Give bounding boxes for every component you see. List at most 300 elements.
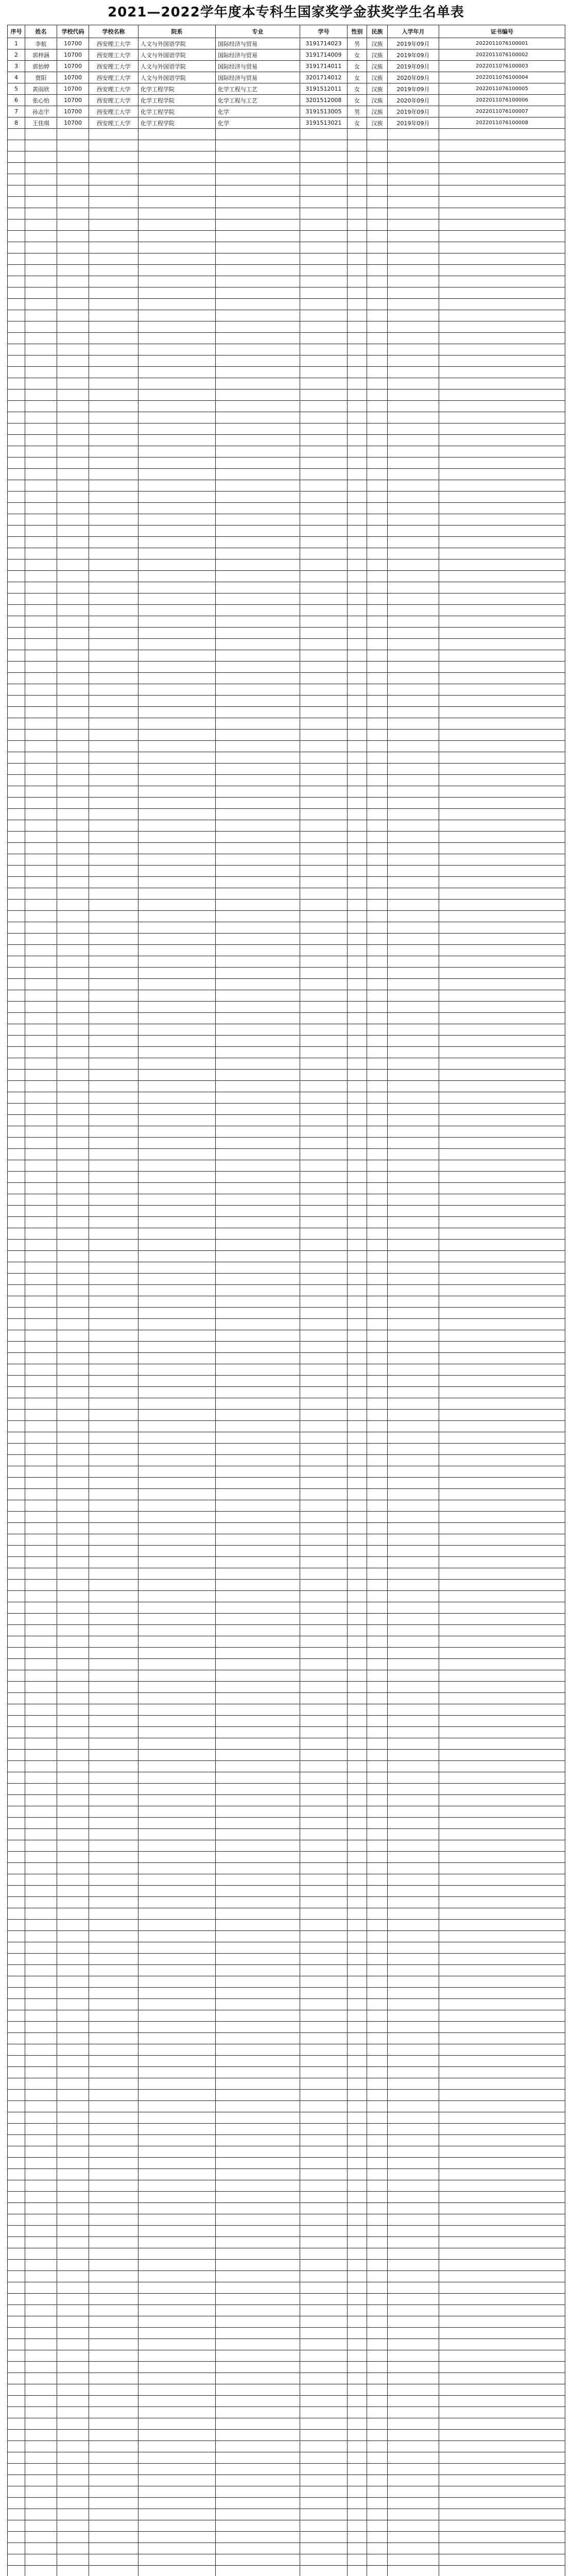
- cell-name: [25, 1874, 57, 1886]
- cell-name: [25, 798, 57, 809]
- cell-name: [25, 1897, 57, 1908]
- cell-school-name: [89, 1863, 138, 1874]
- cell-index: [8, 1546, 25, 1557]
- cell-gender: [348, 435, 367, 446]
- cell-gender: [348, 1149, 367, 1160]
- cell-ethnicity: [367, 1942, 388, 1954]
- cell-enroll-date: [388, 1104, 439, 1115]
- cell-index: [8, 2033, 25, 2044]
- cell-major: [216, 2532, 300, 2543]
- cell-major: [216, 1081, 300, 1092]
- cell-enroll-date: [388, 1704, 439, 1716]
- table-row: [8, 2339, 565, 2350]
- cell-major: [216, 2486, 300, 2498]
- cell-certificate-id: [439, 1058, 565, 1070]
- cell-enroll-date: [388, 2294, 439, 2305]
- table-row: [8, 1920, 565, 1931]
- cell-enroll-date: [388, 1534, 439, 1546]
- table-row: [8, 2418, 565, 2430]
- cell-certificate-id: [439, 1999, 565, 2010]
- cell-school-code: [57, 866, 89, 877]
- cell-gender: [348, 1217, 367, 1228]
- cell-school-code: [57, 616, 89, 628]
- cell-gender: [348, 650, 367, 662]
- cell-school-code: [57, 1240, 89, 1251]
- cell-student-id: [300, 1206, 348, 1217]
- cell-index: [8, 242, 25, 253]
- cell-name: [25, 1784, 57, 1795]
- cell-index: [8, 1455, 25, 1466]
- cell-name: [25, 2282, 57, 2294]
- table-row: [8, 2554, 565, 2566]
- cell-index: [8, 2396, 25, 2407]
- cell-name: [25, 446, 57, 457]
- cell-certificate-id: [439, 968, 565, 979]
- table-row: [8, 1376, 565, 1387]
- cell-index: [8, 1557, 25, 1568]
- cell-enroll-date: [388, 877, 439, 888]
- cell-gender: [348, 2090, 367, 2101]
- cell-major: [216, 151, 300, 163]
- table-row: [8, 1421, 565, 1432]
- cell-certificate-id: [439, 2532, 565, 2543]
- cell-student-id: [300, 2044, 348, 2056]
- cell-school-code: [57, 1908, 89, 1920]
- table-row: [8, 61, 565, 72]
- cell-school-code: [57, 2067, 89, 2078]
- cell-school-code: [57, 650, 89, 662]
- cell-ethnicity: [367, 1568, 388, 1580]
- cell-major: [216, 1319, 300, 1330]
- cell-ethnicity: [367, 287, 388, 299]
- page-title: 2021—2022学年度本专科生国家奖学金获奖学生名单表: [108, 5, 464, 20]
- cell-name: [25, 2452, 57, 2464]
- cell-major: [216, 1886, 300, 1897]
- col-header-school-code: 学校代码: [57, 25, 89, 38]
- cell-major: [216, 1092, 300, 1104]
- cell-ethnicity: [367, 219, 388, 231]
- cell-name: [25, 2112, 57, 2124]
- cell-major: [216, 197, 300, 208]
- cell-enroll-date: [388, 1557, 439, 1568]
- cell-department: [138, 1500, 216, 1512]
- cell-name: [25, 492, 57, 503]
- cell-enroll-date: [388, 2090, 439, 2101]
- cell-school-code: 10700: [57, 83, 89, 95]
- table-row: [8, 412, 565, 423]
- cell-student-id: [300, 344, 348, 355]
- cell-certificate-id: [439, 1920, 565, 1931]
- cell-enroll-date: [388, 1138, 439, 1149]
- cell-name: [25, 1149, 57, 1160]
- cell-student-id: [300, 1398, 348, 1410]
- cell-department: [138, 1047, 216, 1058]
- cell-department: [138, 2033, 216, 2044]
- cell-gender: [348, 1138, 367, 1149]
- cell-enroll-date: [388, 1206, 439, 1217]
- cell-certificate-id: [439, 2305, 565, 2316]
- cell-school-code: [57, 1228, 89, 1240]
- table-row: [8, 684, 565, 696]
- cell-major: [216, 1500, 300, 1512]
- cell-ethnicity: [367, 1897, 388, 1908]
- cell-school-name: [89, 1942, 138, 1954]
- cell-school-name: [89, 469, 138, 480]
- col-header-name: 姓名: [25, 25, 57, 38]
- table-row: [8, 752, 565, 764]
- cell-gender: [348, 151, 367, 163]
- cell-school-code: [57, 2124, 89, 2135]
- table-row: [8, 1489, 565, 1500]
- cell-certificate-id: [439, 1500, 565, 1512]
- cell-school-name: [89, 888, 138, 900]
- table-row: [8, 548, 565, 560]
- cell-school-name: [89, 1761, 138, 1772]
- cell-major: [216, 2373, 300, 2384]
- cell-index: [8, 2010, 25, 2022]
- cell-name: [25, 2554, 57, 2566]
- cell-student-id: [300, 412, 348, 423]
- cell-ethnicity: [367, 435, 388, 446]
- cell-enroll-date: 2019年09月: [388, 38, 439, 49]
- cell-school-code: [57, 1342, 89, 1353]
- cell-department: [138, 140, 216, 151]
- table-row: [8, 1976, 565, 1988]
- cell-name: [25, 2498, 57, 2509]
- cell-department: [138, 1920, 216, 1931]
- cell-gender: [348, 1999, 367, 2010]
- col-header-enroll-date: 入学年月: [388, 25, 439, 38]
- table-row: [8, 1852, 565, 1863]
- cell-department: [138, 2010, 216, 2022]
- cell-major: [216, 1874, 300, 1886]
- cell-school-code: [57, 1863, 89, 1874]
- cell-school-code: [57, 2294, 89, 2305]
- cell-gender: [348, 2418, 367, 2430]
- cell-student-id: [300, 560, 348, 571]
- cell-ethnicity: [367, 1840, 388, 1852]
- cell-ethnicity: [367, 1183, 388, 1194]
- cell-major: [216, 1376, 300, 1387]
- cell-student-id: [300, 718, 348, 730]
- cell-school-name: [89, 1806, 138, 1818]
- cell-gender: [348, 1092, 367, 1104]
- cell-student-id: [300, 1047, 348, 1058]
- cell-index: [8, 582, 25, 594]
- cell-certificate-id: [439, 1410, 565, 1421]
- cell-school-code: [57, 968, 89, 979]
- cell-student-id: [300, 253, 348, 265]
- cell-student-id: [300, 956, 348, 968]
- cell-major: [216, 1602, 300, 1614]
- cell-name: [25, 1999, 57, 2010]
- cell-index: [8, 2146, 25, 2158]
- cell-name: [25, 1546, 57, 1557]
- cell-enroll-date: [388, 1931, 439, 1942]
- cell-student-id: [300, 922, 348, 934]
- cell-name: [25, 1942, 57, 1954]
- cell-name: [25, 2396, 57, 2407]
- cell-school-name: [89, 843, 138, 854]
- table-row: [8, 741, 565, 752]
- cell-major: [216, 673, 300, 684]
- cell-student-id: [300, 1353, 348, 1364]
- cell-certificate-id: [439, 2124, 565, 2135]
- cell-department: [138, 639, 216, 650]
- cell-student-id: [300, 2226, 348, 2237]
- table-row: [8, 140, 565, 151]
- cell-enroll-date: [388, 1466, 439, 1478]
- cell-ethnicity: [367, 2362, 388, 2373]
- cell-school-name: [89, 299, 138, 310]
- cell-gender: [348, 684, 367, 696]
- cell-enroll-date: 2019年09月: [388, 83, 439, 95]
- table-row: [8, 934, 565, 945]
- cell-certificate-id: [439, 1727, 565, 1738]
- award-table-container: [7, 25, 565, 2576]
- cell-student-id: [300, 1013, 348, 1024]
- cell-ethnicity: [367, 1058, 388, 1070]
- cell-school-name: [89, 1965, 138, 1976]
- cell-major: [216, 571, 300, 582]
- cell-ethnicity: [367, 616, 388, 628]
- cell-school-code: [57, 1194, 89, 1206]
- cell-enroll-date: [388, 922, 439, 934]
- cell-gender: [348, 956, 367, 968]
- cell-enroll-date: [388, 2169, 439, 2180]
- cell-school-name: [89, 548, 138, 560]
- cell-ethnicity: [367, 1670, 388, 1682]
- cell-school-name: [89, 1104, 138, 1115]
- cell-enroll-date: [388, 934, 439, 945]
- cell-gender: 女: [348, 117, 367, 129]
- cell-enroll-date: [388, 526, 439, 537]
- cell-name: 贾阳: [25, 72, 57, 83]
- table-row: [8, 594, 565, 605]
- cell-school-code: [57, 2044, 89, 2056]
- cell-name: [25, 1104, 57, 1115]
- cell-gender: 男: [348, 106, 367, 117]
- cell-enroll-date: [388, 129, 439, 140]
- cell-ethnicity: [367, 1194, 388, 1206]
- cell-gender: [348, 1364, 367, 1376]
- cell-school-code: [57, 401, 89, 412]
- cell-index: [8, 1104, 25, 1115]
- cell-enroll-date: [388, 242, 439, 253]
- cell-school-name: [89, 2282, 138, 2294]
- table-row: [8, 1138, 565, 1149]
- cell-major: [216, 2146, 300, 2158]
- cell-name: [25, 560, 57, 571]
- cell-enroll-date: [388, 208, 439, 219]
- table-row: [8, 2475, 565, 2486]
- cell-department: [138, 1988, 216, 1999]
- cell-gender: [348, 673, 367, 684]
- cell-major: [216, 1670, 300, 1682]
- cell-department: [138, 321, 216, 333]
- cell-major: [216, 832, 300, 843]
- cell-enroll-date: [388, 2192, 439, 2203]
- cell-department: 化学工程学院: [138, 106, 216, 117]
- table-row: [8, 2294, 565, 2305]
- cell-ethnicity: [367, 1387, 388, 1398]
- cell-school-name: [89, 1330, 138, 1342]
- cell-major: [216, 1308, 300, 1319]
- cell-school-code: [57, 1296, 89, 1308]
- cell-department: [138, 2158, 216, 2169]
- cell-enroll-date: [388, 1489, 439, 1500]
- cell-school-code: [57, 2464, 89, 2475]
- cell-major: [216, 866, 300, 877]
- cell-ethnicity: [367, 1738, 388, 1750]
- cell-student-id: [300, 741, 348, 752]
- cell-student-id: [300, 900, 348, 911]
- cell-certificate-id: [439, 1104, 565, 1115]
- cell-school-code: [57, 2509, 89, 2520]
- cell-department: [138, 548, 216, 560]
- cell-certificate-id: [439, 1489, 565, 1500]
- table-row: [8, 1568, 565, 1580]
- cell-enroll-date: [388, 219, 439, 231]
- cell-school-name: [89, 922, 138, 934]
- table-row: [8, 1580, 565, 1591]
- cell-student-id: [300, 1750, 348, 1761]
- cell-index: [8, 2248, 25, 2260]
- cell-school-code: [57, 1829, 89, 1840]
- table-row: [8, 514, 565, 526]
- cell-name: [25, 231, 57, 242]
- cell-index: [8, 253, 25, 265]
- cell-name: [25, 2350, 57, 2362]
- cell-gender: [348, 934, 367, 945]
- cell-school-code: [57, 1081, 89, 1092]
- cell-certificate-id: [439, 1761, 565, 1772]
- cell-name: [25, 1512, 57, 1523]
- cell-school-name: [89, 1024, 138, 1036]
- table-row: [8, 956, 565, 968]
- cell-school-code: [57, 423, 89, 435]
- cell-index: [8, 2022, 25, 2033]
- cell-gender: [348, 548, 367, 560]
- cell-gender: [348, 1206, 367, 1217]
- cell-major: [216, 2226, 300, 2237]
- table-row: [8, 1693, 565, 1704]
- table-row: [8, 1546, 565, 1557]
- cell-school-code: [57, 412, 89, 423]
- cell-index: [8, 2464, 25, 2475]
- cell-gender: [348, 2260, 367, 2271]
- cell-school-name: [89, 1251, 138, 1262]
- cell-index: [8, 333, 25, 344]
- cell-certificate-id: [439, 1648, 565, 1659]
- cell-certificate-id: [439, 1251, 565, 1262]
- cell-gender: [348, 1670, 367, 1682]
- cell-major: [216, 2384, 300, 2396]
- cell-student-id: [300, 1931, 348, 1942]
- cell-certificate-id: [439, 1466, 565, 1478]
- table-row: [8, 106, 565, 117]
- cell-department: [138, 854, 216, 866]
- cell-school-code: [57, 2135, 89, 2146]
- cell-index: [8, 684, 25, 696]
- cell-department: [138, 1330, 216, 1342]
- cell-student-id: [300, 1829, 348, 1840]
- table-row: [8, 310, 565, 321]
- cell-enroll-date: [388, 185, 439, 197]
- table-row: [8, 1670, 565, 1682]
- cell-student-id: [300, 1432, 348, 1444]
- cell-major: [216, 2180, 300, 2192]
- cell-name: [25, 423, 57, 435]
- cell-school-name: [89, 412, 138, 423]
- cell-department: 人文与外国语学院: [138, 72, 216, 83]
- cell-certificate-id: [439, 2441, 565, 2452]
- cell-name: [25, 1636, 57, 1648]
- table-row: [8, 1602, 565, 1614]
- cell-school-name: [89, 355, 138, 367]
- cell-department: [138, 1704, 216, 1716]
- cell-index: [8, 922, 25, 934]
- cell-school-code: [57, 1455, 89, 1466]
- cell-enroll-date: [388, 809, 439, 820]
- table-row: [8, 900, 565, 911]
- cell-index: [8, 1602, 25, 1614]
- cell-student-id: [300, 628, 348, 639]
- cell-index: [8, 197, 25, 208]
- cell-gender: [348, 140, 367, 151]
- cell-major: [216, 2554, 300, 2566]
- table-row: [8, 492, 565, 503]
- cell-major: 化学: [216, 106, 300, 117]
- cell-school-name: [89, 2158, 138, 2169]
- table-row: [8, 2022, 565, 2033]
- cell-major: [216, 548, 300, 560]
- cell-school-code: [57, 2101, 89, 2112]
- cell-enroll-date: [388, 945, 439, 956]
- cell-major: [216, 1296, 300, 1308]
- cell-department: [138, 820, 216, 832]
- cell-school-name: [89, 1784, 138, 1795]
- cell-major: [216, 1976, 300, 1988]
- cell-student-id: 3201512008: [300, 95, 348, 106]
- table-row: [8, 333, 565, 344]
- table-row: [8, 299, 565, 310]
- cell-department: [138, 628, 216, 639]
- cell-department: [138, 1750, 216, 1761]
- cell-school-name: [89, 310, 138, 321]
- cell-index: [8, 1410, 25, 1421]
- cell-name: [25, 866, 57, 877]
- cell-certificate-id: [439, 2146, 565, 2158]
- cell-name: [25, 990, 57, 1002]
- cell-department: [138, 2112, 216, 2124]
- cell-ethnicity: [367, 2146, 388, 2158]
- cell-ethnicity: [367, 1013, 388, 1024]
- cell-school-name: [89, 2566, 138, 2576]
- cell-major: [216, 2044, 300, 2056]
- cell-index: [8, 1466, 25, 1478]
- cell-student-id: [300, 1115, 348, 1126]
- cell-department: [138, 1512, 216, 1523]
- cell-certificate-id: [439, 276, 565, 287]
- cell-index: [8, 1534, 25, 1546]
- cell-major: [216, 1738, 300, 1750]
- cell-school-code: [57, 242, 89, 253]
- cell-school-name: [89, 1523, 138, 1534]
- cell-major: [216, 446, 300, 457]
- cell-gender: [348, 1036, 367, 1047]
- table-row: [8, 1228, 565, 1240]
